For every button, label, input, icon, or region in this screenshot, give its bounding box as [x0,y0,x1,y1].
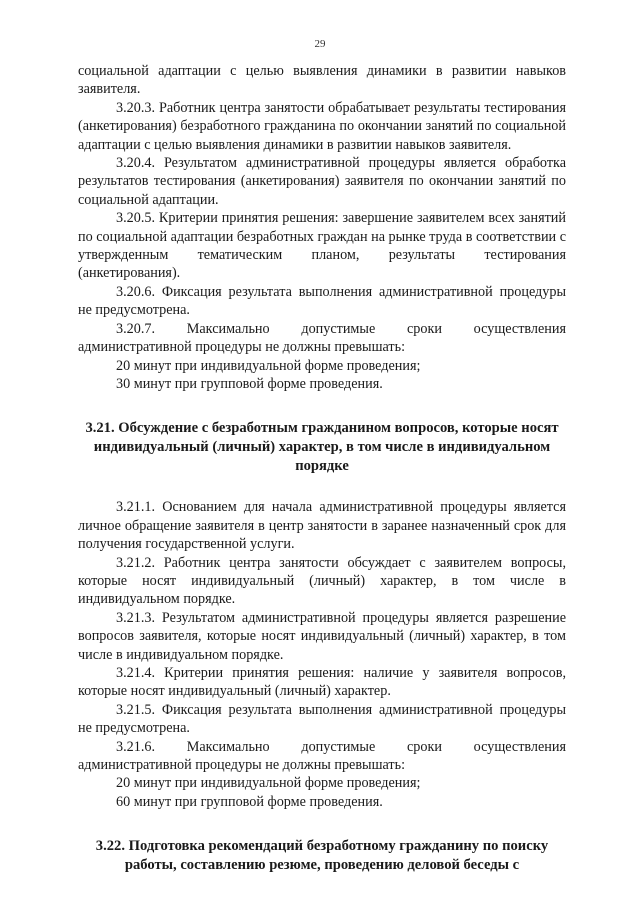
paragraph-time-group: 30 минут при групповой форме проведения. [116,375,383,392]
paragraph-3-21-2: 3.21.2. Работник центра занятости обсуждает с заявителем вопросы, которые носят индивидуальный (личный) характер, в том числе в индивидуальном порядке. [78,554,566,608]
paragraph-continuation: социальной адаптации с целью выявления динамики в развитии навыков заявителя. [78,63,566,98]
paragraph-3-20-3: 3.20.3. Работник центра занятости обрабатывает результаты тестирования (анкетирования) безработного гражданина по окончании занятий по социальной адаптации с целью выявления динамики в развитии навыков заявителя. [78,99,566,153]
paragraph-time-group: 60 минут при групповой форме проведения. [116,793,383,810]
paragraph-time-individual: 20 минут при индивидуальной форме проведения; [116,775,421,792]
paragraph-3-21-5: 3.21.5. Фиксация результата выполнения административной процедуры не предусмотрена. [78,701,566,737]
section-heading-3-21: 3.21. Обсуждение с безработным гражданином вопросов, которые носят индивидуальный (личный) характер, в том числе в индивидуальном порядке [85,420,559,475]
spacer [78,393,566,419]
paragraph-3-20-5: 3.20.5. Критерии принятия решения: завершение заявителем всех занятий по социальной адаптации безработных граждан на рынке труда в соответствии с утвержденным тематическим планом, результаты тестирования (анкетирования). [78,210,566,282]
spacer [78,811,566,837]
page-number: 29 [314,38,326,50]
paragraph-3-20-7: 3.20.7. Максимально допустимые сроки осуществления административной процедуры не должны превышать: [78,320,566,356]
paragraph-3-21-4: 3.21.4. Критерии принятия решения: наличие у заявителя вопросов, которые носят индивидуальный (личный) характер. [78,664,566,700]
paragraph-3-20-4: 3.20.4. Результатом административной процедуры является обработка результатов тестирования (анкетирования) заявителя по окончании занятий по социальной адаптации. [78,155,566,208]
paragraph-3-21-6: 3.21.6. Максимально допустимые сроки осуществления административной процедуры не должны превышать: [78,738,566,773]
paragraph-3-21-3: 3.21.3. Результатом административной процедуры является разрешение вопросов заявителя, которые носят индивидуальный (личный) характер, в том числе в индивидуальном порядке. [78,609,566,663]
document-body [78,62,566,875]
paragraph-3-20-6: 3.20.6. Фиксация результата выполнения административной процедуры не предусмотрена. [78,283,566,319]
paragraph-time-individual: 20 минут при индивидуальной форме проведения; [116,357,421,374]
section-heading-3-22: 3.22. Подготовка рекомендаций безработному гражданину по поиску работы, составлению резюме, проведению деловой беседы с [95,838,549,874]
paragraph-3-21-1: 3.21.1. Основанием для начала административной процедуры является личное обращение заявителя в центр занятости в заранее назначенный срок для получения государственной услуги. [78,499,566,553]
spacer [78,476,566,498]
